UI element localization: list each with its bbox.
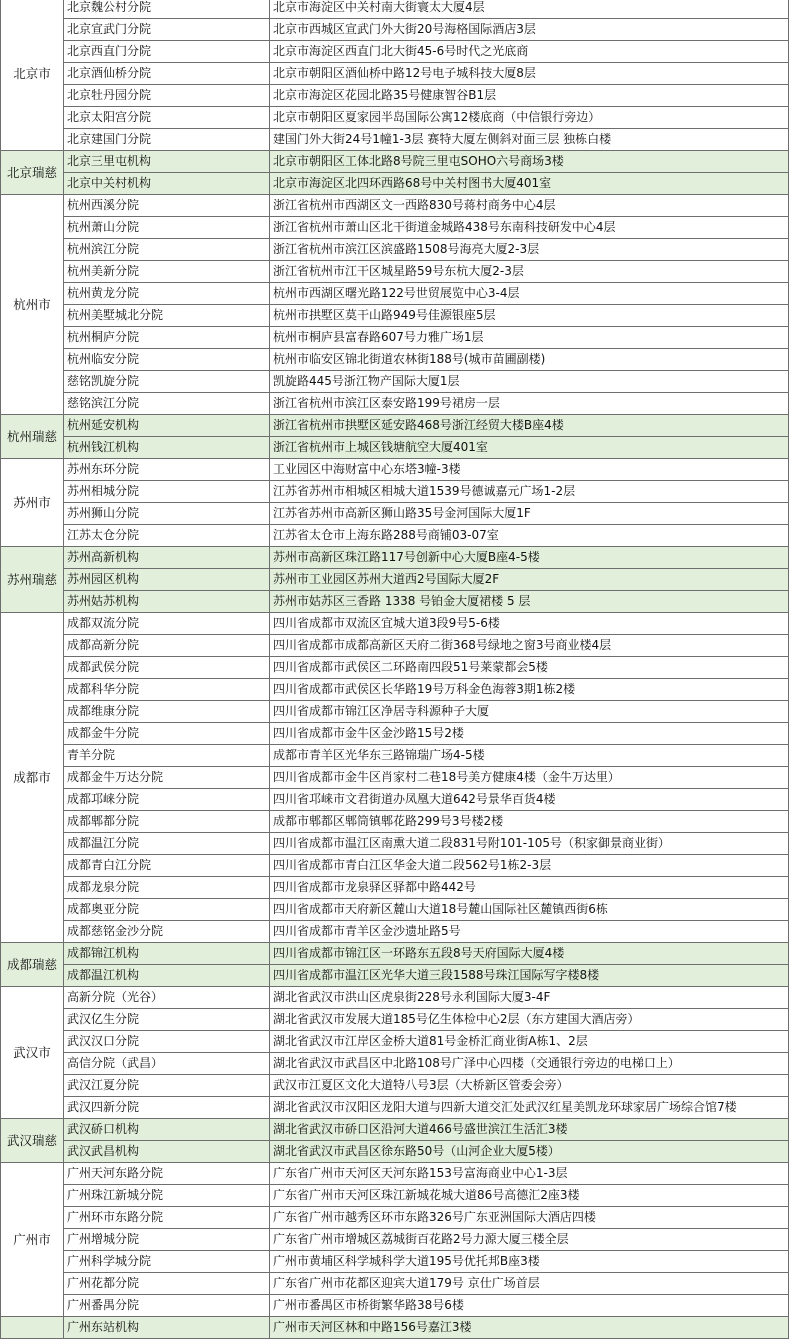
table-row <box>1 481 789 503</box>
city-group-cell: 武汉瑞慈 <box>1 1119 64 1163</box>
city-group-cell: 杭州瑞慈 <box>1 415 64 459</box>
branch-address-cell: 北京市海淀区西直门北大街45-6号时代之光底商 <box>270 41 789 63</box>
branch-address-cell: 成都市郫都区郫筒镇郫花路299号3号楼2楼 <box>270 811 789 833</box>
branch-name-cell: 成都金牛万达分院 <box>64 767 270 789</box>
table-row <box>1 525 789 547</box>
table-row <box>1 239 789 261</box>
table-row <box>1 85 789 107</box>
table-row <box>1 701 789 723</box>
table-row <box>1 151 789 173</box>
branch-name-cell: 广州花都分院 <box>64 1273 270 1295</box>
branch-address-cell: 广东省广州市天河区天河东路153号富海商业中心1-3层 <box>270 1163 789 1185</box>
city-group-cell: 北京市 <box>1 0 64 151</box>
branch-name-cell: 苏州狮山分院 <box>64 503 270 525</box>
table-row <box>1 1163 789 1185</box>
table-row <box>1 107 789 129</box>
branch-address-cell: 湖北省武汉市洪山区虎泉街228号永利国际大厦3-4F <box>270 987 789 1009</box>
table-row <box>1 459 789 481</box>
city-group-cell: 苏州瑞慈 <box>1 547 64 613</box>
branch-name-cell: 成都龙泉分院 <box>64 877 270 899</box>
branch-name-cell: 广州天河东路分院 <box>64 1163 270 1185</box>
branch-name-cell: 成都奥亚分院 <box>64 899 270 921</box>
branch-address-cell: 湖北省武汉市发展大道185号亿生体检中心2层（东方建国大酒店旁） <box>270 1009 789 1031</box>
branch-address-cell: 杭州市临安区锦北街道农林街188号(城市苗圃副楼) <box>270 349 789 371</box>
branch-name-cell: 江苏太仓分院 <box>64 525 270 547</box>
table-row <box>1 415 789 437</box>
branch-address-cell: 四川省成都市金牛区肖家村二巷18号美方健康4楼（金牛万达里） <box>270 767 789 789</box>
branch-name-cell: 北京太阳宫分院 <box>64 107 270 129</box>
table-row <box>1 987 789 1009</box>
branch-name-cell: 北京酒仙桥分院 <box>64 63 270 85</box>
branch-name-cell: 成都青白江分院 <box>64 855 270 877</box>
branch-address-cell: 苏州市姑苏区三香路 1338 号铂金大厦裙楼 5 层 <box>270 591 789 613</box>
branch-name-cell: 杭州美墅城北分院 <box>64 305 270 327</box>
branch-name-cell: 成都温江分院 <box>64 833 270 855</box>
branch-address-cell: 江苏省太仓市上海东路288号商铺03-07室 <box>270 525 789 547</box>
branch-name-cell: 北京魏公村分院 <box>64 0 270 19</box>
table-row <box>1 855 789 877</box>
branch-name-cell: 成都慈铭金沙分院 <box>64 921 270 943</box>
branch-name-cell: 广州增城分院 <box>64 1229 270 1251</box>
branch-name-cell: 成都维康分院 <box>64 701 270 723</box>
city-group-cell: 武汉市 <box>1 987 64 1119</box>
table-row <box>1 1009 789 1031</box>
branch-address-cell: 凯旋路445号浙江物产国际大厦1层 <box>270 371 789 393</box>
branch-name-cell: 广州东站机构 <box>64 1317 270 1339</box>
table-row <box>1 1185 789 1207</box>
table-row <box>1 899 789 921</box>
branch-address-cell: 浙江省杭州市萧山区北干街道金城路438号东南科技研发中心4层 <box>270 217 789 239</box>
branch-name-cell: 杭州萧山分院 <box>64 217 270 239</box>
table-row <box>1 767 789 789</box>
branch-address-cell: 四川省成都市天府新区麓山大道18号麓山国际社区麓镇西街6栋 <box>270 899 789 921</box>
table-row <box>1 305 789 327</box>
branch-name-cell: 杭州延安机构 <box>64 415 270 437</box>
branch-address-cell: 浙江省杭州市拱墅区延安路468号浙江经贸大楼B座4楼 <box>270 415 789 437</box>
table-row <box>1 877 789 899</box>
branch-name-cell: 成都高新分院 <box>64 635 270 657</box>
branch-name-cell: 杭州黄龙分院 <box>64 283 270 305</box>
branch-name-cell: 广州珠江新城分院 <box>64 1185 270 1207</box>
table-row <box>1 0 789 19</box>
branch-name-cell: 北京宣武门分院 <box>64 19 270 41</box>
table-row <box>1 1251 789 1273</box>
branch-name-cell: 杭州桐庐分院 <box>64 327 270 349</box>
table-row <box>1 437 789 459</box>
branch-name-cell: 杭州滨江分院 <box>64 239 270 261</box>
branch-address-cell: 四川省成都市双流区宜城大道3段9号5-6楼 <box>270 613 789 635</box>
branch-name-cell: 苏州相城分院 <box>64 481 270 503</box>
branch-address-cell: 北京市海淀区北四环西路68号中关村图书大厦401室 <box>270 173 789 195</box>
table-row <box>1 1273 789 1295</box>
branch-name-cell: 杭州钱江机构 <box>64 437 270 459</box>
branch-name-cell: 杭州美新分院 <box>64 261 270 283</box>
table-row <box>1 19 789 41</box>
table-row <box>1 1317 789 1339</box>
branch-address-cell: 北京市西城区宣武门外大街20号海格国际酒店3层 <box>270 19 789 41</box>
table-row <box>1 217 789 239</box>
branch-address-cell: 北京市海淀区花园北路35号健康智谷B1层 <box>270 85 789 107</box>
branch-name-cell: 武汉硚口机构 <box>64 1119 270 1141</box>
branch-name-cell: 北京建国门分院 <box>64 129 270 151</box>
table-row <box>1 745 789 767</box>
branch-name-cell: 成都锦江机构 <box>64 943 270 965</box>
table-row <box>1 1097 789 1119</box>
branch-address-cell: 杭州市西湖区曙光路122号世贸展览中心3-4层 <box>270 283 789 305</box>
branch-name-cell: 杭州临安分院 <box>64 349 270 371</box>
branch-address-cell: 四川省成都市成都高新区天府二街368号绿地之窗3号商业楼4层 <box>270 635 789 657</box>
table-row <box>1 41 789 63</box>
city-group-cell: 广州市 <box>1 1163 64 1317</box>
branch-name-cell: 北京牡丹园分院 <box>64 85 270 107</box>
branch-address-cell: 四川省邛崃市文君街道办凤凰大道642号景华百货4楼 <box>270 789 789 811</box>
city-group-cell: 北京瑞慈 <box>1 151 64 195</box>
branch-name-cell: 青羊分院 <box>64 745 270 767</box>
branch-name-cell: 武汉亿生分院 <box>64 1009 270 1031</box>
branch-address-cell: 四川省成都市锦江区一环路东五段8号天府国际大厦4楼 <box>270 943 789 965</box>
table-row <box>1 371 789 393</box>
table-row <box>1 283 789 305</box>
table-row <box>1 173 789 195</box>
table-row <box>1 1119 789 1141</box>
table-row <box>1 327 789 349</box>
branch-name-cell: 北京西直门分院 <box>64 41 270 63</box>
branch-address-cell: 杭州市桐庐县富春路607号力雅广场1层 <box>270 327 789 349</box>
branch-address-cell: 北京市朝阳区工体北路8号院三里屯SOHO六号商场3楼 <box>270 151 789 173</box>
table-body <box>1 0 789 1339</box>
branch-address-cell: 江苏省苏州市高新区狮山路35号金河国际大厦1F <box>270 503 789 525</box>
branch-address-cell: 北京市朝阳区酒仙桥中路12号电子城科技大厦8层 <box>270 63 789 85</box>
branch-address-cell: 北京市海淀区中关村南大街寰太大厦4层 <box>270 0 789 19</box>
branch-address-cell: 江苏省苏州市相城区相城大道1539号德诚嘉元广场1-2层 <box>270 481 789 503</box>
branch-name-cell: 高新分院（光谷） <box>64 987 270 1009</box>
branch-address-cell: 苏州市高新区珠江路117号创新中心大厦B座4-5楼 <box>270 547 789 569</box>
branch-address-cell: 建国门外大街24号1幢1-3层 赛特大厦左侧斜对面三层 独栋白楼 <box>270 129 789 151</box>
table-row <box>1 613 789 635</box>
branch-name-cell: 成都科华分院 <box>64 679 270 701</box>
branch-name-cell: 广州环市东路分院 <box>64 1207 270 1229</box>
branch-address-cell: 杭州市拱墅区莫干山路949号佳源银座5层 <box>270 305 789 327</box>
table-row <box>1 63 789 85</box>
branch-address-cell: 湖北省武汉市汉阳区龙阳大道与四新大道交汇处武汉红星美凯龙环球家居广场综合馆7楼 <box>270 1097 789 1119</box>
branch-name-cell: 苏州高新机构 <box>64 547 270 569</box>
branch-address-cell: 四川省成都市青羊区金沙遗址路5号 <box>270 921 789 943</box>
branch-name-cell: 广州科学城分院 <box>64 1251 270 1273</box>
table-row <box>1 965 789 987</box>
table-row <box>1 1295 789 1317</box>
branch-address-cell: 浙江省杭州市上城区钱塘航空大厦401室 <box>270 437 789 459</box>
branch-name-cell: 苏州园区机构 <box>64 569 270 591</box>
branch-address-cell: 湖北省武汉市江岸区金桥大道81号金桥汇商业街A栋1、2层 <box>270 1031 789 1053</box>
table-row <box>1 723 789 745</box>
branch-address-cell: 成都市青羊区光华东三路锦瑞广场4-5楼 <box>270 745 789 767</box>
branch-address-cell: 湖北省武汉市硚口区沿河大道466号盛世滨江生活汇3楼 <box>270 1119 789 1141</box>
branch-name-cell: 慈铭凯旋分院 <box>64 371 270 393</box>
branch-address-cell: 苏州市工业园区苏州大道西2号国际大厦2F <box>270 569 789 591</box>
city-group-cell <box>1 1317 64 1339</box>
branch-name-cell: 成都温江机构 <box>64 965 270 987</box>
branch-name-cell: 成都金牛分院 <box>64 723 270 745</box>
branch-address-cell: 武汉市江夏区文化大道特八号3层（大桥新区管委会旁） <box>270 1075 789 1097</box>
branch-name-cell: 北京中关村机构 <box>64 173 270 195</box>
branch-name-cell: 成都郫都分院 <box>64 811 270 833</box>
branch-name-cell: 北京三里屯机构 <box>64 151 270 173</box>
city-group-cell: 成都市 <box>1 613 64 943</box>
branch-name-cell: 杭州西溪分院 <box>64 195 270 217</box>
branch-name-cell: 高信分院（武昌） <box>64 1053 270 1075</box>
table-row <box>1 591 789 613</box>
branch-address-cell: 四川省成都市锦江区净居寺科源种子大厦 <box>270 701 789 723</box>
table-row <box>1 811 789 833</box>
branch-address-cell: 浙江省杭州市西湖区文一西路830号蒋村商务中心4层 <box>270 195 789 217</box>
table-row <box>1 921 789 943</box>
city-group-cell: 成都瑞慈 <box>1 943 64 987</box>
table-row <box>1 569 789 591</box>
table-row <box>1 1229 789 1251</box>
table-row <box>1 1031 789 1053</box>
table-row <box>1 789 789 811</box>
branch-address-cell: 广东省广州市越秀区环市东路326号广东亚洲国际大酒店四楼 <box>270 1207 789 1229</box>
branch-name-cell: 武汉四新分院 <box>64 1097 270 1119</box>
table-row <box>1 1053 789 1075</box>
branch-address-cell: 工业园区中海财富中心东塔3幢-3楼 <box>270 459 789 481</box>
table-row <box>1 679 789 701</box>
branch-address-cell: 浙江省杭州市滨江区滨盛路1508号海亮大厦2-3层 <box>270 239 789 261</box>
branch-address-cell: 广州市天河区林和中路156号嘉江3楼 <box>270 1317 789 1339</box>
table-row <box>1 393 789 415</box>
branch-address-cell: 四川省成都市温江区南熏大道二段831号附101-105号（积家御景商业街） <box>270 833 789 855</box>
branch-name-cell: 武汉江夏分院 <box>64 1075 270 1097</box>
branch-name-cell: 成都双流分院 <box>64 613 270 635</box>
branch-name-cell: 苏州东环分院 <box>64 459 270 481</box>
city-group-cell: 杭州市 <box>1 195 64 415</box>
branch-name-cell: 广州番禺分院 <box>64 1295 270 1317</box>
table-row <box>1 943 789 965</box>
branch-address-cell: 广东省广州市花都区迎宾大道179号 京仕广场首层 <box>270 1273 789 1295</box>
table-row <box>1 349 789 371</box>
city-group-cell: 苏州市 <box>1 459 64 547</box>
table-row <box>1 547 789 569</box>
table-row <box>1 657 789 679</box>
branch-address-cell: 四川省成都市青白江区华金大道二段562号1栋2-3层 <box>270 855 789 877</box>
branch-address-cell: 四川省成都市武侯区二环路南四段51号莱蒙都会5楼 <box>270 657 789 679</box>
branch-address-cell: 北京市朝阳区夏家园半岛国际公寓12楼底商（中信银行旁边） <box>270 107 789 129</box>
branch-address-cell: 四川省成都市武侯区长华路19号万科金色海蓉3期1栋2楼 <box>270 679 789 701</box>
branch-name-cell: 苏州姑苏机构 <box>64 591 270 613</box>
branch-address-cell: 浙江省杭州市滨江区泰安路199号裙房一层 <box>270 393 789 415</box>
branch-name-cell: 武汉武昌机构 <box>64 1141 270 1163</box>
branch-address-cell: 四川省成都市金牛区金沙路15号2楼 <box>270 723 789 745</box>
branch-address-cell: 湖北省武汉市武昌区徐东路50号（山河企业大厦5楼） <box>270 1141 789 1163</box>
branch-address-cell: 广州市番禺区市桥街繁华路38号6楼 <box>270 1295 789 1317</box>
table-row <box>1 129 789 151</box>
table-row <box>1 503 789 525</box>
branch-address-cell: 广州市黄埔区科学城科学大道195号优托邦B座3楼 <box>270 1251 789 1273</box>
branch-address-cell: 广东省广州市天河区珠江新城花城大道86号高德汇2座3楼 <box>270 1185 789 1207</box>
table-row <box>1 1207 789 1229</box>
table-row <box>1 195 789 217</box>
table-row <box>1 833 789 855</box>
branch-name-cell: 成都武侯分院 <box>64 657 270 679</box>
branch-name-cell: 武汉汉口分院 <box>64 1031 270 1053</box>
branch-address-cell: 湖北省武汉市武昌区中北路108号广泽中心四楼（交通银行旁边的电梯口上） <box>270 1053 789 1075</box>
branch-name-cell: 慈铭滨江分院 <box>64 393 270 415</box>
table-row <box>1 1075 789 1097</box>
table-row <box>1 635 789 657</box>
branch-name-cell: 成都邛崃分院 <box>64 789 270 811</box>
table-row <box>1 261 789 283</box>
table-row <box>1 1141 789 1163</box>
branch-address-cell: 四川省成都市温江区光华大道三段1588号珠江国际写字楼8楼 <box>270 965 789 987</box>
branch-address-cell: 四川省成都市龙泉驿区驿都中路442号 <box>270 877 789 899</box>
branch-address-cell: 浙江省杭州市江干区城星路59号东杭大厦2-3层 <box>270 261 789 283</box>
branch-address-cell: 广东省广州市增城区荔城街百花路2号力源大厦三楼全层 <box>270 1229 789 1251</box>
